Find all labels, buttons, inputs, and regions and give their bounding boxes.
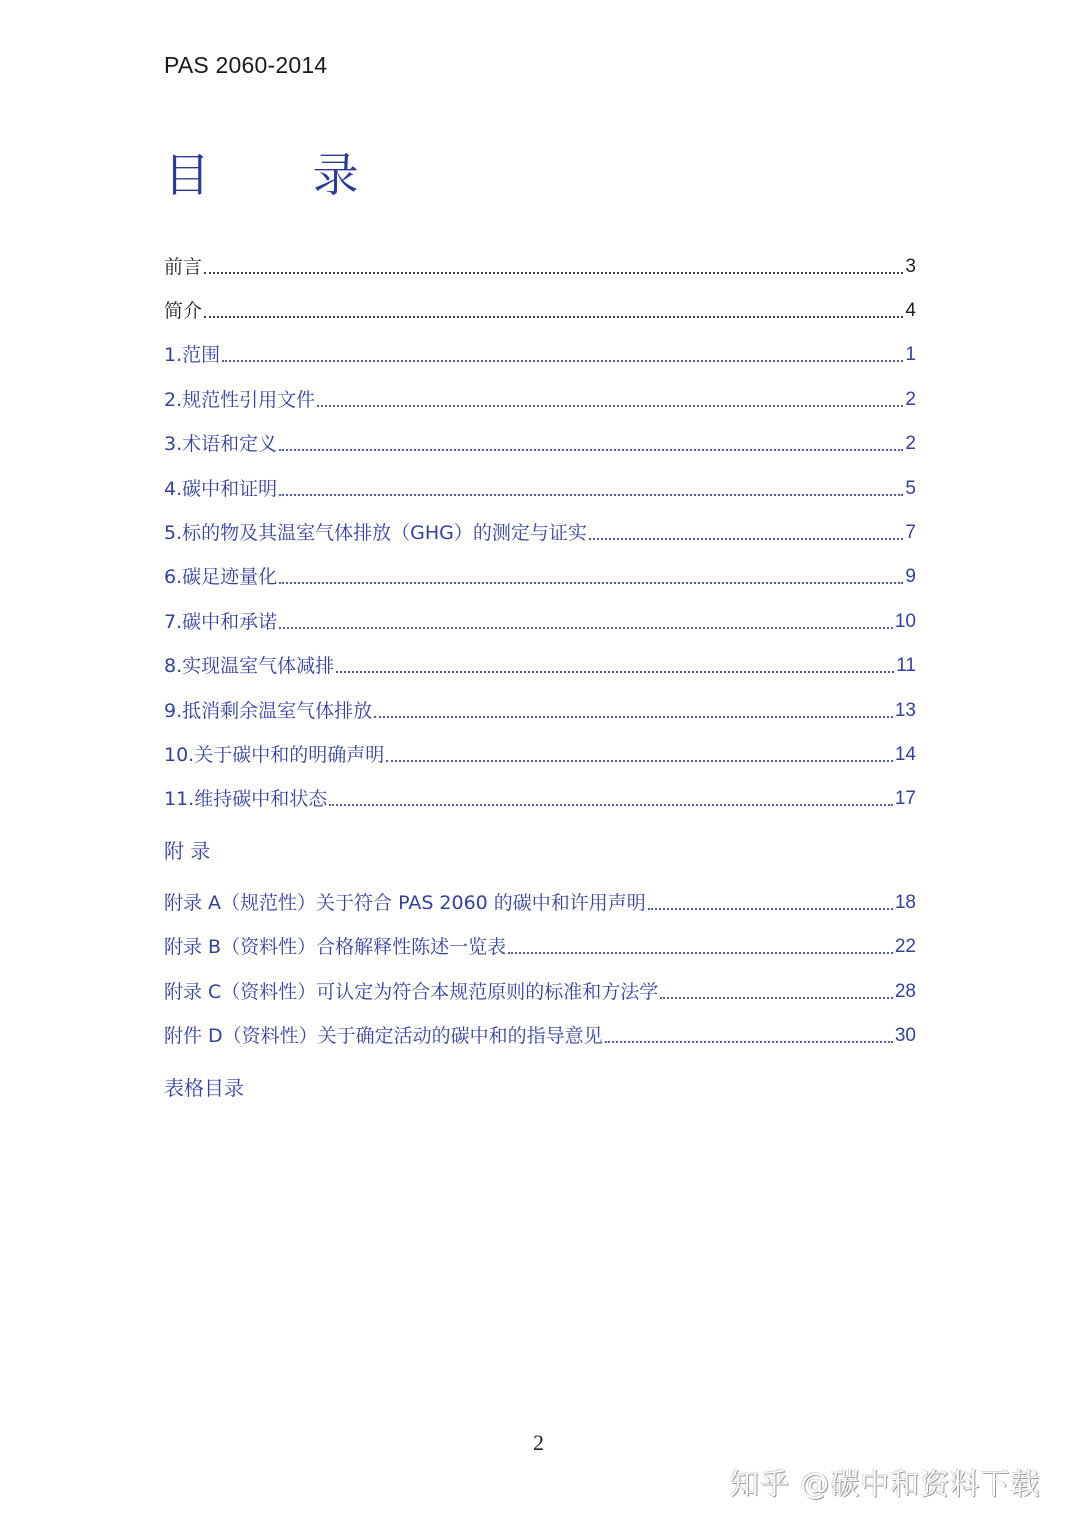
toc-entry-4[interactable] [164,470,916,502]
toc-entry-label: 附录 C（资料性）可认定为符合本规范原则的标准和方法学 [164,981,659,1003]
toc-entry-label: 7.碳中和承诺 [164,611,278,633]
toc-entry-8[interactable] [164,647,916,679]
dot-leader [279,449,903,451]
toc-entry-3[interactable] [164,425,916,457]
toc-entry-appendix-a[interactable] [164,884,916,916]
dot-leader [279,627,893,629]
toc-entry-appendix-d[interactable] [164,1017,916,1049]
toc-entry-page: 5 [905,478,916,499]
toc-entry-page: 17 [894,788,916,809]
toc-entry-appendix-b[interactable] [164,928,916,960]
dot-leader [279,582,903,584]
toc-entry-page: 3 [905,256,916,277]
appendix-heading: 附 录 [164,839,211,863]
dot-leader [605,1041,893,1043]
toc-entry-page: 4 [905,300,916,321]
toc-entry-page: 10 [894,611,916,632]
toc-entry-label: 附件 D（资料性）关于确定活动的碳中和的指导意见 [164,1025,603,1047]
toc-entry-label: 9.抵消剩余温室气体排放 [164,700,373,722]
dot-leader [317,405,903,407]
toc-entry-11[interactable] [164,780,916,812]
dot-leader [279,494,903,496]
toc-entry-7[interactable] [164,603,916,635]
toc-entry-label: 附录 B（资料性）合格解释性陈述一览表 [164,936,507,958]
dot-leader [204,316,903,318]
toc-entry-label: 3.术语和定义 [164,433,278,455]
toc-entry-introduction[interactable] [164,292,916,324]
toc-entry-page: 9 [905,566,916,587]
toc-entry-page: 28 [894,981,916,1002]
toc-entry-label: 1.范围 [164,344,221,366]
dot-leader [508,952,893,954]
toc-entry-page: 30 [894,1025,916,1046]
toc-entry-2[interactable] [164,381,916,413]
toc-entry-label: 5.标的物及其温室气体排放（GHG）的测定与证实 [164,522,587,544]
toc-entry-1[interactable] [164,336,916,368]
toc-entry-5[interactable] [164,514,916,546]
dot-leader [648,908,893,910]
watermark: 知乎 @碳中和资料下载 [730,1467,1041,1501]
dot-leader [204,272,903,274]
toc-entry-label: 11.维持碳中和状态 [164,788,328,810]
toc-entry-label: 10.关于碳中和的明确声明 [164,744,385,766]
toc-entry-page: 7 [905,522,916,543]
toc-entry-page: 2 [905,433,916,454]
toc-entry-label: 附录 A（规范性）关于符合 PAS 2060 的碳中和许用声明 [164,892,646,914]
toc-entry-label: 简介 [164,300,203,322]
tables-list-heading[interactable]: 表格目录 [164,1076,244,1100]
toc-entry-9[interactable] [164,692,916,724]
dot-leader [374,716,893,718]
toc-entry-page: 22 [894,936,916,957]
dot-leader [386,760,893,762]
dot-leader [336,671,894,673]
toc-entry-appendix-c[interactable] [164,973,916,1005]
toc-entry-label: 4.碳中和证明 [164,478,278,500]
toc-entry-page: 11 [896,655,916,676]
dot-leader [329,804,893,806]
dot-leader [222,360,903,362]
toc-entry-label: 8.实现温室气体减排 [164,655,335,677]
toc-title: 目 录 [164,148,403,202]
dot-leader [589,538,904,540]
toc-entry-page: 13 [894,700,916,721]
toc-entry-foreword[interactable] [164,248,916,280]
toc-entry-page: 14 [894,744,916,765]
toc-entry-label: 6.碳足迹量化 [164,566,278,588]
toc-entry-10[interactable] [164,736,916,768]
dot-leader [660,997,893,999]
page-number: 2 [533,1430,544,1455]
toc-entry-page: 2 [905,389,916,410]
toc-entry-label: 2.规范性引用文件 [164,389,316,411]
toc-entry-page: 18 [894,892,916,913]
document-header: PAS 2060-2014 [164,52,328,78]
toc-entry-6[interactable] [164,558,916,590]
toc-entry-page: 1 [905,344,916,365]
toc-entry-label: 前言 [164,256,203,278]
